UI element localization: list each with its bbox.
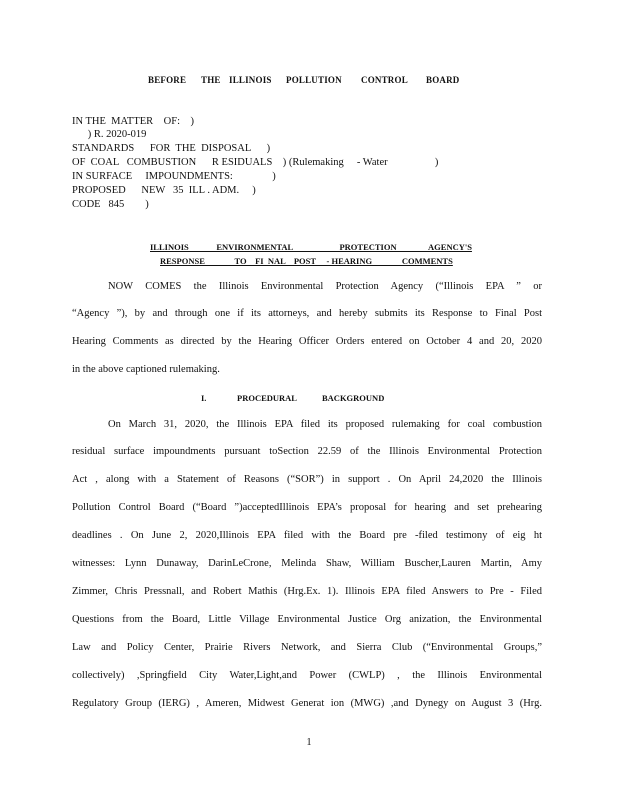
paragraph-line: witnesses: Lynn Dunaway, DarinLeCrone, Melinda Shaw, William Buscher,Lauren Martin, Amy xyxy=(72,558,542,569)
header-word: ILLINOIS xyxy=(229,75,272,85)
header-word: BOARD xyxy=(426,75,460,85)
paragraph-line: NOW COMES the Illinois Environmental Protection Agency (“Illinois EPA ” or xyxy=(108,281,542,292)
title-line-2: RESPONSE TO FI NAL POST - HEARING COMMENTS xyxy=(160,256,453,266)
paragraph-line: collectively) ,Springfield City Water,Light,and Power (CWLP) , the Illinois Environmental xyxy=(72,670,542,681)
paragraph-line: Zimmer, Chris Pressnall, and Robert Mathis (Hrg.Ex. 1). Illinois EPA filed Answers to Pre - Filed xyxy=(72,586,542,597)
section-number: I. xyxy=(201,393,207,403)
section-title: PROCEDURAL BACKGROUND xyxy=(237,393,385,403)
header-word: THE xyxy=(201,75,221,85)
paragraph-line: residual surface impoundments pursuant toSection 22.59 of the Illinois Environmental Protection xyxy=(72,446,542,457)
header-word: POLLUTION xyxy=(286,75,342,85)
paragraph-line: On March 31, 2020, the Illinois EPA filed its proposed rulemaking for coal combustion xyxy=(108,419,542,430)
paragraph-line: Questions from the Board, Little Village Environmental Justice Org anization, the Environmental xyxy=(72,614,542,625)
caption-line: OF COAL COMBUSTION R ESIDUALS ) (Rulemaking - Water ) xyxy=(72,157,439,168)
page-number: 1 xyxy=(306,737,312,748)
caption-line: ) R. 2020-019 xyxy=(72,129,147,140)
caption-line: STANDARDS FOR THE DISPOSAL ) xyxy=(72,143,271,154)
paragraph-line: Law and Policy Center, Prairie Rivers Network, and Sierra Club (“Environmental Groups,” xyxy=(72,642,542,653)
title-line-1: ILLINOIS ENVIRONMENTAL PROTECTION AGENCY'S xyxy=(150,242,472,252)
caption-line: IN SURFACE IMPOUNDMENTS: ) xyxy=(72,171,276,182)
caption-line: PROPOSED NEW 35 ILL . ADM. ) xyxy=(72,185,256,196)
caption-line: IN THE MATTER OF: ) xyxy=(72,116,195,127)
paragraph-line: Hearing Comments as directed by the Hearing Officer Orders entered on October 4 and 20, 2020 xyxy=(72,336,542,347)
caption-line: CODE 845 ) xyxy=(72,199,149,210)
paragraph-line: in the above captioned rulemaking. xyxy=(72,364,220,375)
paragraph-line: deadlines . On June 2, 2020,Illinois EPA filed with the Board pre -filed testimony of eig ht xyxy=(72,530,542,541)
header-word: CONTROL xyxy=(361,75,408,85)
paragraph-line: “Agency ”), by and through one if its attorneys, and hereby submits its Response to Final Post xyxy=(72,308,542,319)
paragraph-line: Pollution Control Board (“Board ”)acceptedIllinois EPA’s proposal for hearing and set prehearing xyxy=(72,502,542,513)
paragraph-line: Act , along with a Statement of Reasons (“SOR”) in support . On April 24,2020 the Illinois xyxy=(72,474,542,485)
paragraph-line: Regulatory Group (IERG) , Ameren, Midwest Generat ion (MWG) ,and Dynegy on August 3 (Hrg. xyxy=(72,698,542,709)
header-word: BEFORE xyxy=(148,75,187,85)
